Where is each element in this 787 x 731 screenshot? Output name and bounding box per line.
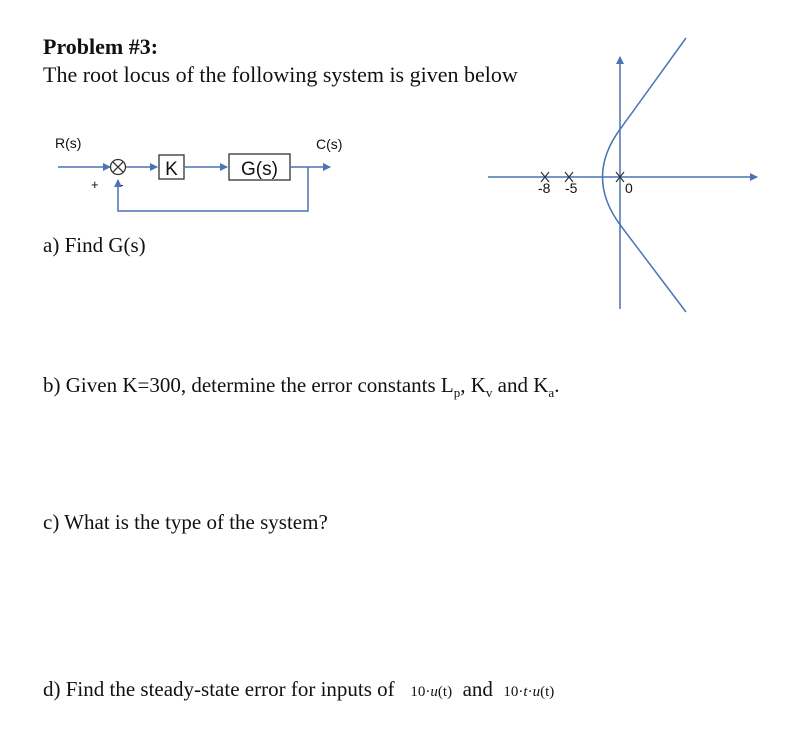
gain-block-label: K (165, 159, 178, 180)
input-step-coef: 10· (410, 684, 431, 700)
question-a: a) Find G(s) (43, 233, 146, 257)
question-d (43, 677, 554, 702)
pole-label-minus8: -8 (538, 180, 551, 196)
input-ramp (503, 684, 554, 700)
question-d-text: d) Find the steady-state error for inputs of (43, 677, 395, 701)
summing-junction (111, 160, 126, 175)
input-step (410, 684, 452, 700)
root-locus-plot (488, 38, 757, 312)
problem-intro: The root locus of the following system is given below (43, 62, 518, 87)
question-b-ka: and K (492, 373, 549, 397)
plant-block-label: G(s) (241, 159, 278, 180)
input-step-fn: u (430, 684, 438, 700)
input-ramp-t: t (523, 684, 528, 700)
block-diagram (55, 135, 342, 211)
question-b-text: b) Given K=300, determine the error constants L (43, 373, 454, 397)
pole-label-minus5: -5 (565, 180, 578, 196)
question-b-end: . (554, 373, 560, 397)
input-ramp-dot: · (527, 684, 533, 700)
question-c: c) What is the type of the system? (43, 510, 328, 534)
subscript-a: a (548, 385, 555, 401)
input-step-arg: (t) (437, 684, 453, 700)
input-ramp-coef: 10· (503, 684, 524, 700)
subscript-v: v (485, 385, 493, 401)
question-b (43, 373, 559, 401)
locus-branches (603, 38, 687, 312)
problem-heading: Problem #3: (43, 34, 159, 59)
and-word: and (462, 677, 493, 701)
minus-sign: - (119, 177, 124, 192)
input-ramp-fn: u (532, 684, 541, 700)
input-label: R(s) (55, 135, 82, 151)
pole-label-origin: 0 (625, 180, 633, 196)
plus-sign: + (91, 177, 99, 192)
subscript-p: p (453, 385, 461, 401)
question-b-kv: , K (460, 373, 486, 397)
output-label: C(s) (316, 136, 343, 152)
input-ramp-arg: (t) (540, 684, 555, 700)
